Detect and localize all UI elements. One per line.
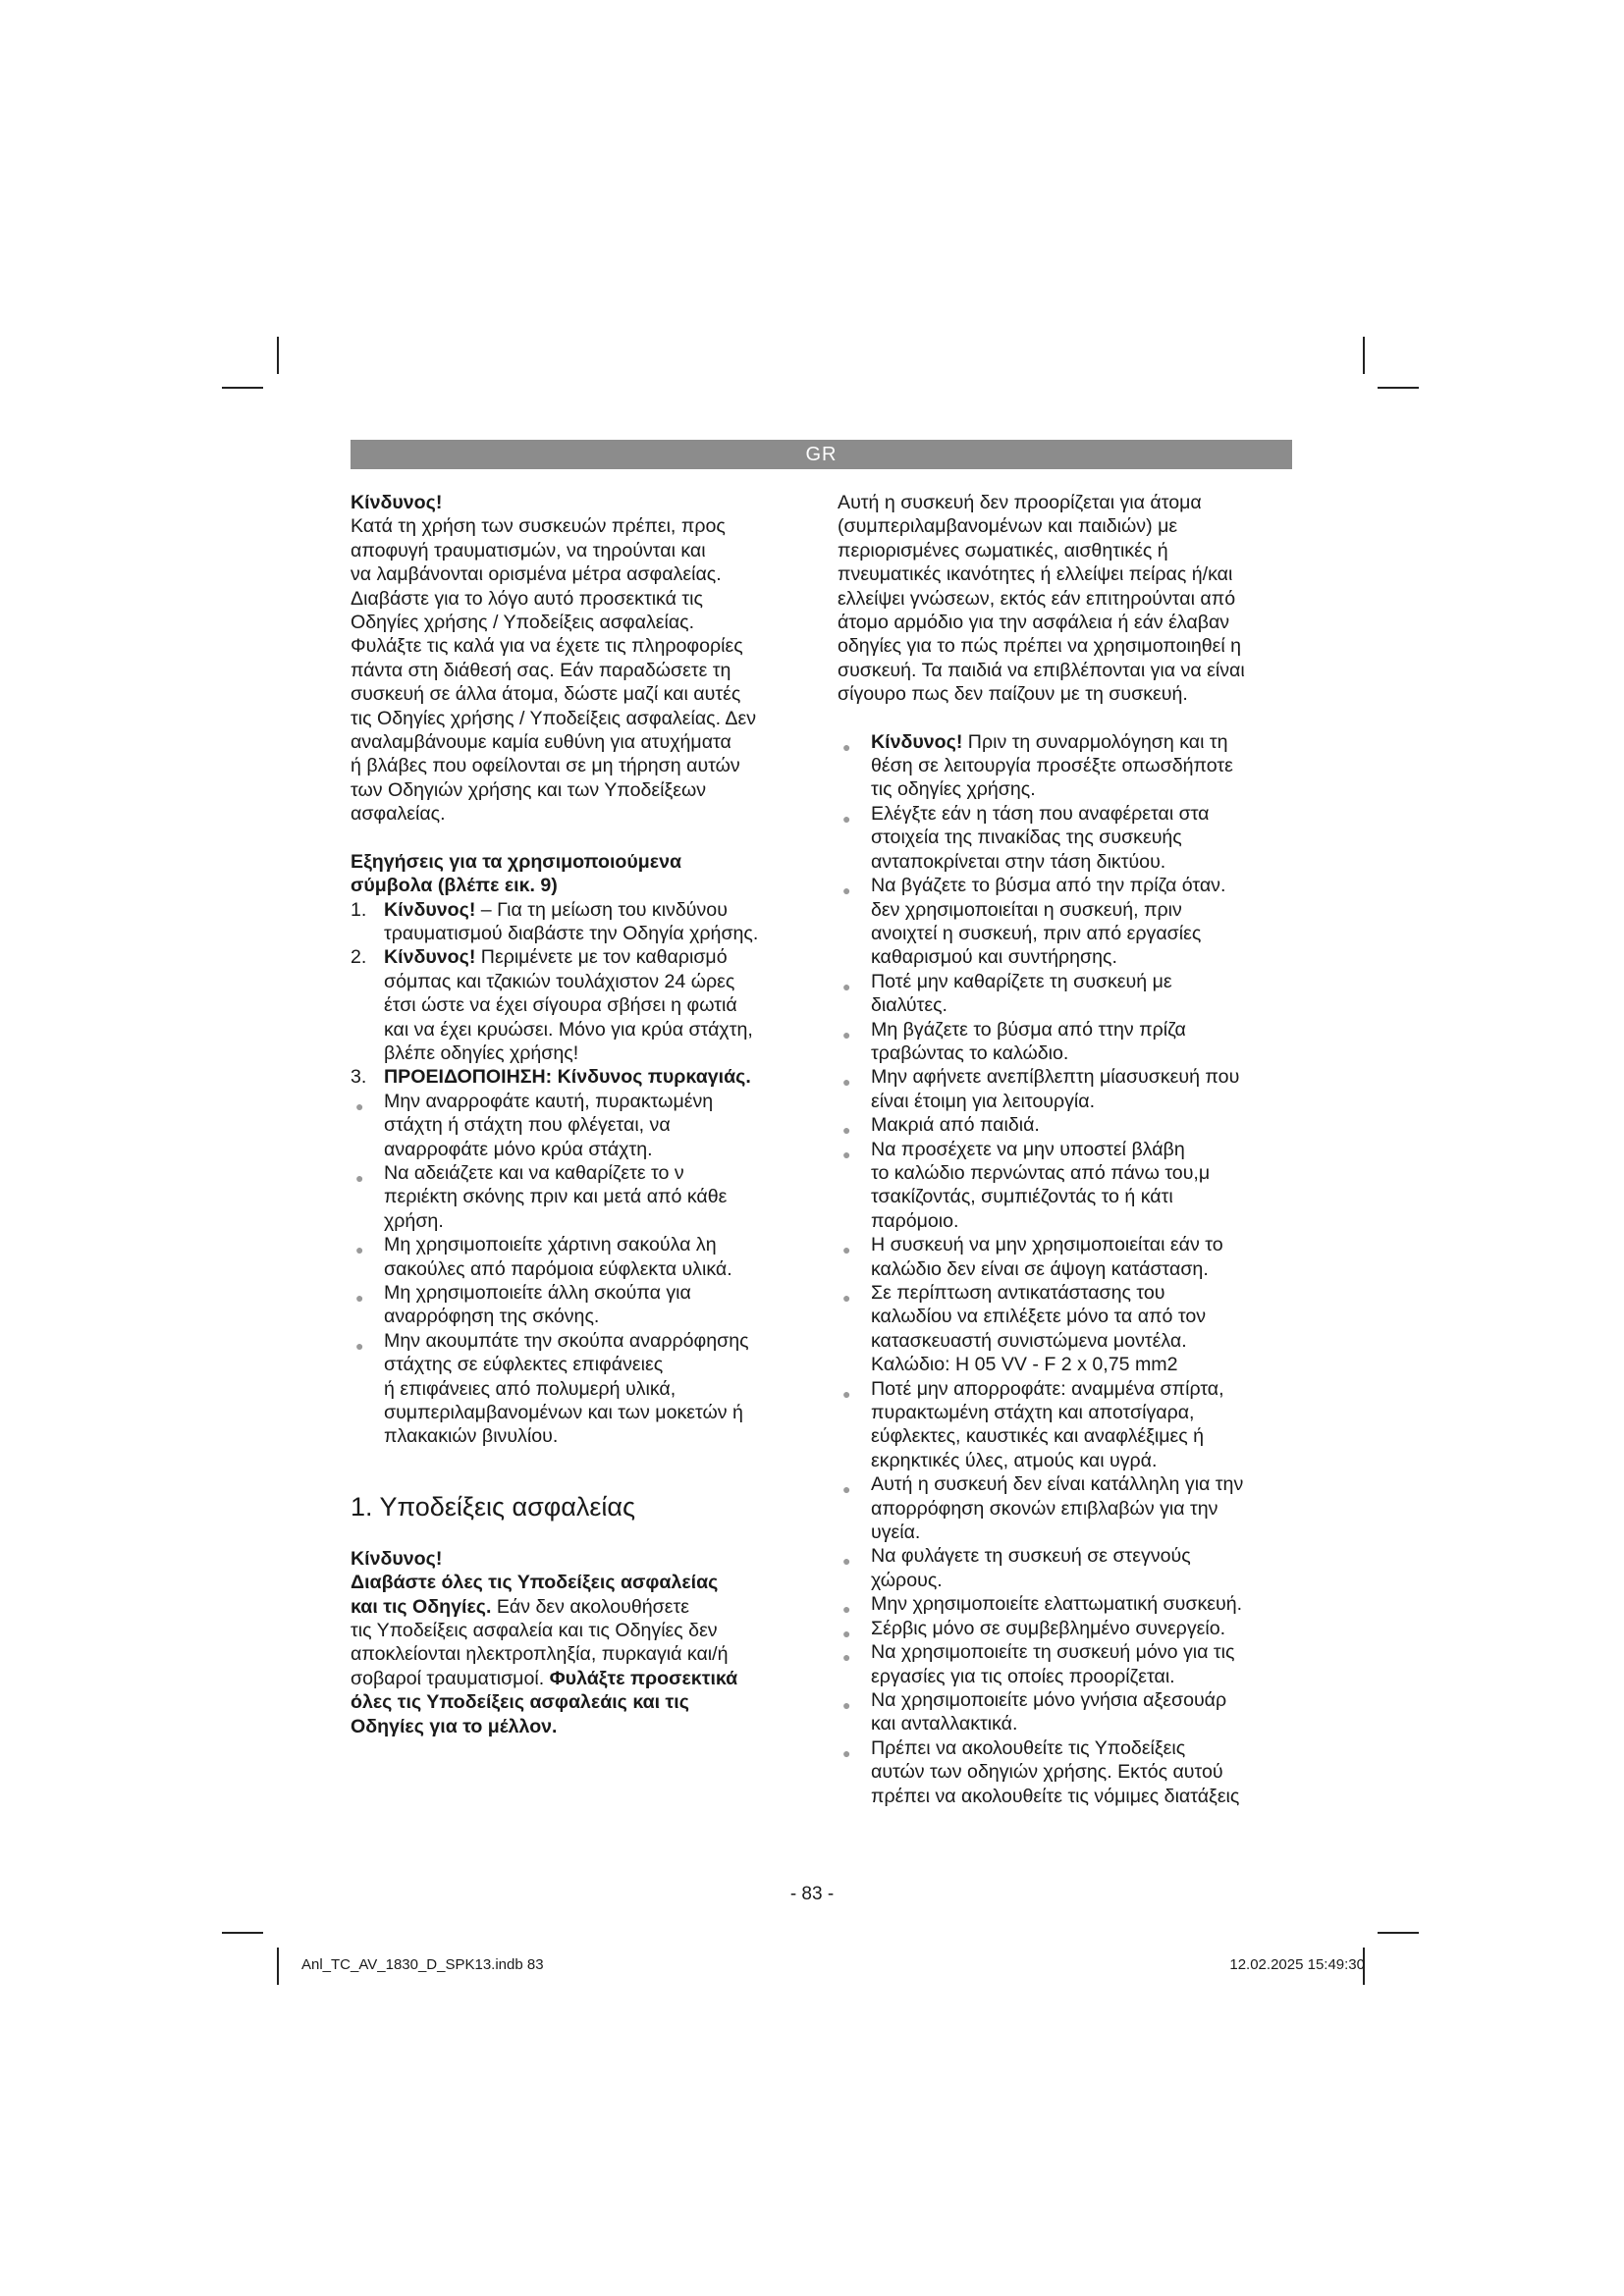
text-line: πλακακιών βινυλίου.	[384, 1425, 559, 1448]
text-line: Αυτή η συσκευή δεν είναι κατάλληλη για την	[871, 1473, 1244, 1496]
text-line: στοιχεία της πινακίδας της συσκευής	[871, 827, 1182, 849]
bullet-icon: ●	[842, 1122, 851, 1139]
text-line: αναρροφάτε μόνο κρύα στάχτη.	[384, 1138, 653, 1160]
crop-mark	[277, 337, 279, 374]
bullet-icon: ●	[842, 1481, 851, 1498]
file-info: Anl_TC_AV_1830_D_SPK13.indb 83	[301, 1956, 544, 1973]
text-line: και να έχει κρυώσει. Μόνο για κρύα στάχτη,	[384, 1018, 753, 1041]
intro-paragraph	[351, 514, 802, 826]
text-line: το καλώδιο περνώντας από πάνω του,μ	[871, 1161, 1211, 1184]
crop-mark	[222, 1932, 263, 1934]
text-line: Μη χρησιμοποιείτε άλλη σκούπα για	[384, 1282, 691, 1304]
list-item	[351, 945, 802, 1065]
intro-paragraph	[838, 491, 1292, 707]
bullet-icon: ●	[355, 1169, 364, 1186]
left-column	[351, 491, 802, 1738]
text-line: εύφλεκτες, καυστικές και αναφλέξιμες ή	[871, 1425, 1205, 1448]
list-item	[838, 1640, 1292, 1688]
text-line: Πριν τη συναρμολόγηση και τη	[962, 730, 1228, 753]
bullet-icon: ●	[842, 1744, 851, 1761]
text-line: αναρρόφηση της σκόνης.	[384, 1306, 600, 1328]
text-line: Η συσκευή να μην χρησιμοποιείται εάν το	[871, 1234, 1223, 1256]
text-line: Αυτή η συσκευή δεν προορίζεται για άτομα	[838, 492, 1202, 513]
text-line: διαλύτες.	[871, 994, 947, 1017]
text-line: καθαρισμού και συντήρησης.	[871, 946, 1117, 969]
list-item	[838, 730, 1292, 802]
list-item	[351, 1090, 802, 1161]
bullet-icon: ●	[842, 738, 851, 755]
list-item	[838, 1113, 1292, 1137]
list-item	[838, 1544, 1292, 1592]
list-item	[351, 1065, 802, 1089]
crop-mark	[277, 1948, 279, 1985]
text-line: έτσι ώστε να έχει σίγουρα σβήσει η φωτιά	[384, 994, 737, 1017]
text-line: βλέπε οδηγίες χρήσης!	[384, 1041, 579, 1064]
text-line: Καλώδιο: H 05 VV - F 2 x 0,75 mm2	[871, 1354, 1178, 1376]
bullet-icon: ●	[842, 1601, 851, 1618]
list-item	[838, 1617, 1292, 1640]
text-line: παρόμοιο.	[871, 1209, 959, 1232]
text-line: εκρηκτικές ύλες, ατμούς και υγρά.	[871, 1449, 1158, 1471]
bullet-icon: ●	[355, 1242, 364, 1258]
text-line: καλωδίου να επιλέξετε μόνο τα από τον	[871, 1306, 1207, 1328]
right-column	[838, 491, 1292, 1808]
text-line: χρήση.	[384, 1209, 444, 1232]
text-line: (συμπεριλαμβανομένων και παιδιών) με	[838, 515, 1178, 538]
list-item	[838, 1592, 1292, 1616]
text-line: περιορισμένες σωματικές, αισθητικές ή	[838, 539, 1168, 561]
text-line: Μη βγάζετε το βύσμα από ττην πρίζα	[871, 1018, 1186, 1041]
crop-mark	[1378, 1932, 1419, 1934]
page-number: - 83 -	[789, 1884, 835, 1904]
text-line: Πρέπει να ακολουθείτε τις Υποδείξεις	[871, 1736, 1186, 1759]
text-line: Να φυλάγετε τη συσκευή σε στεγνούς	[871, 1545, 1191, 1568]
item-bold: Κίνδυνος!	[384, 898, 476, 921]
text-line: Φυλάξτε τις καλά για να έχετε τις πληροφορίες	[351, 635, 743, 658]
language-code: GR	[805, 444, 838, 465]
text-line: συσκευή σε άλλα άτομα, δώστε μαζί και αυτές	[351, 683, 741, 706]
bullet-icon: ●	[355, 1290, 364, 1306]
list-item	[351, 898, 802, 946]
text-line: πρέπει να ακολουθείτε τις νόμιμες διατάξεις	[871, 1785, 1240, 1807]
text-line: Να χρησιμοποιείτε τη συσκευή μόνο για τις	[871, 1641, 1235, 1664]
list-item	[351, 1233, 802, 1281]
bullet-icon: ●	[842, 810, 851, 827]
bullet-icon: ●	[842, 978, 851, 994]
text-line: των Οδηγιών χρήσης και των Υποδείξεων	[351, 778, 707, 801]
language-header-bar	[351, 440, 1292, 469]
crop-mark	[1363, 337, 1365, 374]
safety-bullet-list	[838, 730, 1292, 1808]
text-line: είναι έτοιμη για λειτουργία.	[871, 1090, 1096, 1112]
text-line: Διαβάστε για το λόγο αυτό προσεκτικά τις	[351, 587, 703, 610]
text-line: πνευματικές ικανότητες ή ελλείψει πείρας ή/και	[838, 563, 1233, 586]
text-line: ασφαλείας.	[351, 803, 446, 826]
text-line: δεν χρησιμοποιείται η συσκευή, πριν	[871, 898, 1182, 921]
bullet-icon: ●	[842, 882, 851, 899]
text-line: Οδηγίες χρήσης / Υποδείξεις ασφαλείας.	[351, 612, 695, 634]
text-line: άτομο αρμόδιο για την ασφάλεια ή εάν έλαβαν	[838, 612, 1230, 634]
bullet-icon: ●	[842, 1074, 851, 1091]
bullet-icon: ●	[842, 1696, 851, 1713]
list-item	[838, 1736, 1292, 1808]
section-heading: 1. Υποδείξεις ασφαλείας	[351, 1491, 636, 1522]
text-line: Οδηγίες για το μέλλον.	[351, 1715, 558, 1737]
text-line: αυτών των οδηγιών χρήσης. Εκτός αυτού	[871, 1761, 1223, 1784]
bullet-icon: ●	[355, 1097, 364, 1114]
text-line: Περιμένετε με τον καθαρισμό	[475, 946, 728, 969]
text-line: συμπεριλαμβανομένων και των μοκετών ή	[384, 1402, 743, 1424]
text-line: αποκλείονται ηλεκτροπληξία, πυρκαγιά και/ή	[351, 1643, 729, 1666]
text-line: Να χρησιμοποιείτε μόνο γνήσια αξεσουάρ	[871, 1688, 1227, 1711]
symbols-list	[351, 898, 802, 1090]
warning-bullet-list	[351, 1090, 802, 1449]
list-item	[838, 1233, 1292, 1281]
text-line: ή βλάβες που οφείλονται σε μη τήρηση αυτών	[351, 755, 740, 777]
text-line: και ανταλλακτικά.	[871, 1713, 1018, 1735]
text-line: σακούλες από παρόμοια εύφλεκτα υλικά.	[384, 1257, 732, 1280]
text-line: αποφυγή τραυματισμών, να τηρούνται και	[351, 539, 706, 561]
print-date-time: 12.02.2025 15:49:30	[1229, 1956, 1365, 1973]
text-line: Κατά τη χρήση των συσκευών πρέπει, προς	[351, 515, 726, 538]
item-number: 2.	[351, 946, 367, 969]
symbols-title: σύμβολα (βλέπε εικ. 9)	[351, 875, 558, 897]
bullet-icon: ●	[842, 1625, 851, 1641]
text-line: – Για τη μείωση του κινδύνου	[475, 898, 728, 921]
text-line: απορρόφηση σκονών επιβλαβών για την	[871, 1497, 1218, 1520]
text-line: θέση σε λειτουργία προσέξτε οπωσδήποτε	[871, 755, 1233, 777]
item-bold: Κίνδυνος!	[871, 730, 963, 753]
text-line: συσκευή. Τα παιδιά να επιβλέπονται για να είναι	[838, 659, 1245, 681]
intro-title: Κίνδυνος!	[351, 492, 443, 513]
list-item	[838, 1138, 1292, 1234]
text-line: ανταποκρίνεται στην τάση δικτύου.	[871, 850, 1166, 873]
text-line: πάντα στη διάθεσή σας. Εάν παραδώσετε τη	[351, 659, 731, 681]
crop-mark	[222, 387, 263, 389]
text-line: Σέρβις μόνο σε συμβεβλημένο συνεργείο.	[871, 1617, 1226, 1639]
text-line: σοβαροί τραυματισμοί. Φυλάξτε προσεκτικά	[351, 1667, 738, 1689]
text-line: Μην ακουμπάτε την σκούπα αναρρόφησης	[384, 1329, 749, 1352]
list-item	[838, 1018, 1292, 1066]
bullet-icon: ●	[355, 1337, 364, 1354]
text-line: τις Υποδείξεις ασφαλεία και τις Οδηγίες δεν	[351, 1620, 718, 1642]
text-line: στάχτη ή στάχτη που φλέγεται, να	[384, 1114, 671, 1137]
item-number: 3.	[351, 1066, 367, 1089]
list-item	[838, 802, 1292, 874]
text-line: τις Οδηγίες χρήσης / Υποδείξεις ασφαλείας. Δεν	[351, 707, 757, 729]
text-line: τις οδηγίες χρήσης.	[871, 778, 1036, 801]
bullet-icon: ●	[842, 1385, 851, 1402]
text-line: Μην χρησιμοποιείτε ελαττωματική συσκευή.	[871, 1593, 1243, 1616]
text-line: χώρους.	[871, 1569, 943, 1591]
text-line: σίγουρο πως δεν παίζουν με τη συσκευή.	[838, 683, 1188, 706]
safety-title: Κίνδυνος!	[351, 1547, 443, 1570]
text-line: ανοιχτεί η συσκευή, πριν από εργασίες	[871, 922, 1202, 944]
list-item	[838, 1065, 1292, 1113]
item-bold: ΠΡΟΕΙΔΟΠΟΙΗΣΗ: Κίνδυνος πυρκαγιάς.	[384, 1066, 751, 1089]
text-line: Να προσέχετε να μην υποστεί βλάβη	[871, 1138, 1185, 1160]
list-item	[838, 970, 1292, 1018]
text-line: Ποτέ μην καθαρίζετε τη συσκευή με	[871, 970, 1172, 992]
text-line: Διαβάστε όλες τις Υποδείξεις ασφαλείας	[351, 1572, 719, 1594]
text-line: Ελέγξτε εάν η τάση που αναφέρεται στα	[871, 802, 1210, 825]
text-line: Σε περίπτωση αντικατάστασης του	[871, 1282, 1165, 1304]
crop-mark	[1378, 387, 1419, 389]
list-item	[838, 874, 1292, 970]
text-line: εργασίες για τις οποίες προορίζεται.	[871, 1665, 1175, 1687]
bullet-icon: ●	[842, 1290, 851, 1306]
list-item	[838, 1472, 1292, 1544]
text-line: ελλείψει γνώσεων, εκτός εάν επιτηρούνται από	[838, 587, 1236, 610]
item-number: 1.	[351, 898, 367, 921]
text-line: και τις Οδηγίες. Εάν δεν ακολουθήσετε	[351, 1595, 689, 1618]
text-line: τραυματισμού διαβάστε την Οδηγία χρήσης.	[384, 922, 759, 944]
text-line: Μακριά από παιδιά.	[871, 1114, 1040, 1137]
text-line: τραβώντας το καλώδιο.	[871, 1041, 1069, 1064]
text-line: Ποτέ μην απορροφάτε: αναμμένα σπίρτα,	[871, 1377, 1224, 1400]
text-line: Μην αναρροφάτε καυτή, πυρακτωμένη	[384, 1090, 714, 1112]
text-line: να λαμβάνονται ορισμένα μέτρα ασφαλείας.	[351, 563, 722, 586]
text-line: κατασκευαστή συνιστώμενα μοντέλα.	[871, 1329, 1187, 1352]
text-line: σόμπας και τζακιών τουλάχιστον 24 ώρες	[384, 970, 735, 992]
text-line: καλώδιο δεν είναι σε άψογη κατάσταση.	[871, 1257, 1209, 1280]
text-line: τσακίζοντάς, συμπιέζοντάς το ή κάτι	[871, 1186, 1173, 1208]
list-item	[351, 1281, 802, 1329]
list-item	[838, 1281, 1292, 1377]
list-item	[838, 1377, 1292, 1473]
bullet-icon: ●	[842, 1553, 851, 1570]
item-bold: Κίνδυνος!	[384, 946, 476, 969]
bullet-icon: ●	[842, 1649, 851, 1666]
text-line: Να αδειάζετε και να καθαρίζετε το ν	[384, 1161, 684, 1184]
text-line: Να βγάζετε το βύσμα από την πρίζα όταν.	[871, 875, 1226, 897]
safety-paragraph	[351, 1571, 802, 1738]
text-line: πυρακτωμένη στάχτη και αποτσίγαρα,	[871, 1402, 1195, 1424]
text-line: υγεία.	[871, 1522, 921, 1544]
list-item	[351, 1161, 802, 1233]
bullet-icon: ●	[842, 1242, 851, 1258]
text-line: περιέκτη σκόνης πριν και μετά από κάθε	[384, 1186, 728, 1208]
text-line: οδηγίες για το πώς πρέπει να χρησιμοποιηθεί η	[838, 635, 1242, 658]
text-line: Μη χρησιμοποιείτε χάρτινη σακούλα λη	[384, 1234, 717, 1256]
text-line: όλες τις Υποδείξεις ασφαλεάις και τις	[351, 1691, 689, 1714]
list-item	[838, 1688, 1292, 1736]
symbols-title: Εξηγήσεις για τα χρησιμοποιούμενα	[351, 850, 682, 873]
text-line: Μην αφήνετε ανεπίβλεπτη μίασυσκευή που	[871, 1066, 1240, 1089]
bullet-icon: ●	[842, 1146, 851, 1162]
list-item	[351, 1329, 802, 1449]
text-line: αναλαμβάνουμε καμία ευθύνη για ατυχήματα	[351, 731, 731, 754]
text-line: ή επιφάνειες από πολυμερή υλικά,	[384, 1377, 677, 1400]
bullet-icon: ●	[842, 1026, 851, 1042]
text-line: στάχτης σε εύφλεκτες επιφάνειες	[384, 1354, 664, 1376]
